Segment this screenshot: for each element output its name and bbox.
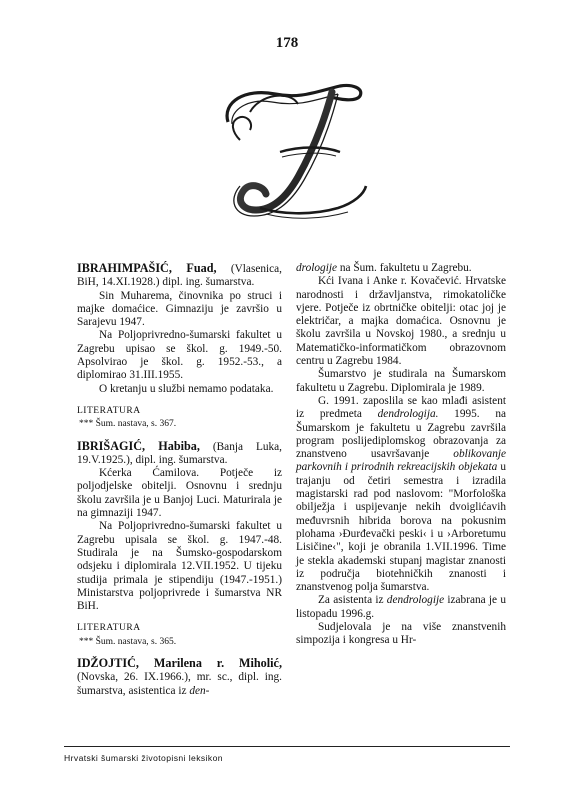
paragraph: Šumarstvo je studirala na Šumarskom fakultetu u Zagrebu. Diplomirala je 1989. xyxy=(296,368,506,394)
paragraph: O kretanju u službi nemamo podataka. xyxy=(99,382,274,395)
page-number: 178 xyxy=(275,35,299,51)
paragraph: Kćerka Ćamilova. Potječe iz poljodjelske obitelji. Osnovnu i srednju školu završila je u Banjoj Luci. Maturirala je na gimnaziji 1947. xyxy=(77,467,282,520)
paragraph-text: Za asistenta iz xyxy=(318,594,387,607)
italic-term: oblikovanje parkovnih i prirodnih rekreacijskih objekata xyxy=(296,448,506,474)
literature-reference: *** Šum. nastava, s. 365. xyxy=(79,636,177,647)
entry-idzojtic xyxy=(77,657,282,698)
entry-head-italic: den- xyxy=(189,684,210,697)
paragraph-text: G. 1991. zaposlila se kao mlađi asistent iz predmeta xyxy=(296,394,506,421)
entry-ibrisagic xyxy=(77,440,282,468)
left-column xyxy=(77,262,282,698)
paragraph: Na Poljoprivredno-šumarski fakultet u Zagrebu upisala se škol. g. 1947.-48. Studirala je na Šumsko-gospodarskom odsjeku i diplomirala 12.VII.1952. U tijeku studija primala je stipendiju (1947.-1951.) Ministarstva poljoprivrede i šumarstva NR BiH. xyxy=(77,520,282,613)
literature-label: LITERATURA xyxy=(77,623,141,634)
entry-name: IBRAHIMPAŠIĆ, Fuad, xyxy=(77,261,217,275)
entry-head-text: (Vlasenica, BiH, 14.XI.1928.) dipl. ing. šumarstva. xyxy=(77,263,282,289)
paragraph xyxy=(296,262,506,275)
entry-head-text: (Banja Luka, 19.V.1925.), dipl. ing. šumarstva. xyxy=(77,440,282,466)
paragraph: Sudjelovala je na više znanstvenih simpozija i kongresa u Hr- xyxy=(296,621,506,647)
italic-term: dendrologija. xyxy=(377,408,439,421)
entry-ibrahimpasic xyxy=(77,262,282,290)
italic-term: drologije xyxy=(296,262,338,274)
paragraph-text: u trajanju od četiri semestra i izradila magistarski rad pod naslovom: "Morfološka obilježja i uspijevanje nekih dvoiglićavih međuvrsnih hibrida borova na pokusnim plohama ›Đurđevački peski‹ i u ›Arboretumu Lisičine‹", koji je obranila 1.VII.1996. Time je stekla akademski stupanj magistar znanosti iz područja biotehničkih znanosti i znanstvenog polja šumarstva. xyxy=(296,461,506,594)
paragraph xyxy=(296,395,506,594)
ornamental-initial-letter xyxy=(220,82,370,222)
italic-term: dendrologije xyxy=(386,594,445,607)
right-column xyxy=(296,262,506,648)
paragraph-text: na Šum. fakultetu u Zagrebu. xyxy=(337,262,472,274)
entry-head-text: (Novska, 26. IX.1966.), mr. sc., dipl. ing. šumarstva, asistentica iz xyxy=(77,671,282,697)
paragraph: Kći Ivana i Anke r. Kovačević. Hrvatske narodnosti i državljanstva, rimokatoličke vjere. Potječe iz obrtničke obitelji: otac joj je električar, a majka domaćica. Osnovnu je školu završila u Novskoj 1980., a srednju u Matematičko-informatičkom obrazovnom centru u Zagrebu 1984. xyxy=(296,275,506,368)
literature-reference: *** Šum. nastava, s. 367. xyxy=(79,419,177,430)
paragraph: Na Poljoprivredno-šumarski fakultet u Zagrebu upisao se škol. g. 1949.-50. Apsolvirao je škol. g. 1952.-53., a diplomirao 31.III.1955. xyxy=(77,329,282,382)
paragraph: Sin Muharema, činovnika po struci i majke domaćice. Gimnaziju je završio u Sarajevu 1947. xyxy=(77,289,282,329)
paragraph-text: 1995. na Šumarskom je fakultetu u Zagrebu završila program poslijediplomskog obrazovanja za znanstveno usavršavanje xyxy=(296,408,506,461)
footer-text: Hrvatski šumarski životopisni leksikon xyxy=(64,753,223,763)
paragraph-text: izabrana je u listopadu 1996.g. xyxy=(296,594,506,620)
literature-label: LITERATURA xyxy=(77,405,141,416)
footer-rule xyxy=(64,746,510,747)
entry-name: IDŽOJTIĆ, Marilena r. Miholić, xyxy=(77,656,282,671)
entry-name: IBRIŠAGIĆ, Habiba, xyxy=(77,438,200,453)
paragraph xyxy=(296,594,506,621)
